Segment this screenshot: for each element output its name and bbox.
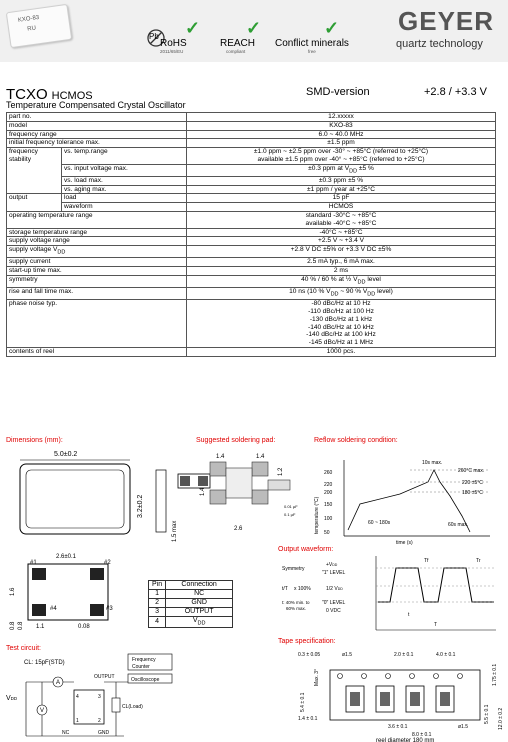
brand-logo: GEYER (398, 6, 495, 36)
table-row: rise and fall time max. 10 ns (10 % $V_{DD}$ ~ 90 % $V_{DD}$ level) (7, 288, 496, 300)
dim-0-08: 0.08 (78, 624, 90, 630)
svg-text:ø1.5: ø1.5 (342, 652, 353, 658)
circuit-output: OUTPUT (94, 674, 115, 680)
dim-0-8b: 0.8 (18, 621, 24, 630)
pad-dim-e: 2.6 (234, 526, 243, 532)
table-row: supply voltage range +2.5 V ~ +3.4 V (7, 237, 496, 246)
svg-text:5.5 ± 0.1: 5.5 ± 0.1 (484, 704, 490, 724)
svg-text:A: A (56, 680, 61, 686)
phase-noise-list: -80 dBc/Hz at 10 Hz -110 dBc/Hz at 100 Hz -130 dBc/Hz at 1 kHz -140 dBc/Hz at 10 kHz -140 dBc/Hz at 100 kHz -145 dBc/Hz at 1 MHz (187, 300, 496, 348)
circuit-cl: CL: 15pF(STD) (24, 660, 65, 666)
conflict-label: Conflict minerals (275, 38, 349, 49)
wave-zero-level: "0" LEVEL (322, 600, 346, 606)
table-row: output load 15 pF (7, 194, 496, 203)
pb-label: Pb (149, 32, 159, 41)
wave-pct-1: t: 40% min. to (282, 600, 310, 605)
pad-dim-b: 1.4 (256, 454, 265, 460)
table-row: model KXO-83 (7, 121, 496, 130)
table-row: symmetry 40 % / 60 % at ½ $V_{DD}$ level (7, 275, 496, 287)
wave-one-level: "1" LEVEL (322, 570, 346, 576)
table-row: 2 GND (149, 599, 233, 608)
table-row: Pin Connection (149, 581, 233, 590)
product-subtitle: Temperature Compensated Crystal Oscillator (6, 100, 186, 110)
svg-text:4: 4 (76, 694, 79, 700)
product-title: TCXO HCMOS (6, 86, 93, 103)
tape-drawing (278, 646, 504, 742)
reach-label: REACH (220, 38, 256, 49)
table-row: part no. 12.xxxxx (7, 113, 496, 122)
dim-pitch: 2.6±0.1 (56, 554, 76, 560)
pad-3-label: #3 (106, 606, 113, 612)
svg-text:12.0 ± 0.2: 12.0 ± 0.2 (498, 707, 504, 730)
wave-tr: Tr (476, 558, 481, 564)
pad-cap-2: 0.1 µF (284, 512, 296, 517)
reflow-ylabel: temperature (°C) (314, 496, 320, 534)
table-row: 4 $V_{DD}$ (149, 617, 233, 628)
conflict-check-icon: ✓ (324, 18, 340, 38)
conflict-sub: free (308, 49, 316, 54)
wave-t: t (408, 612, 410, 618)
svg-text:200: 200 (324, 490, 333, 496)
svg-text:5.4 ± 0.1: 5.4 ± 0.1 (300, 692, 306, 712)
table-row: initial frequency tolerance max. ±1.5 ppm (7, 139, 496, 148)
chip-marking-1: KXO-83 (17, 14, 40, 24)
reflow-xlabel: time (s) (396, 540, 413, 546)
dim-1-1: 1.1 (36, 624, 45, 630)
dimensions-heading: Dimensions (mm): (6, 437, 63, 444)
dim-height: 3.2±0.2 (137, 494, 144, 518)
svg-text:3: 3 (98, 694, 101, 700)
table-row: frequency range 6.0 ~ 40.0 MHz (7, 130, 496, 139)
reach-check-icon: ✓ (246, 18, 262, 38)
reel-diameter: reel diameter 180 mm (376, 738, 435, 742)
rohs-check-icon: ✓ (185, 18, 201, 38)
svg-text:1.75 ± 0.1: 1.75 ± 0.1 (492, 663, 498, 686)
svg-text:2.0 ± 0.1: 2.0 ± 0.1 (394, 652, 414, 658)
wave-tf: Tf (424, 558, 429, 564)
product-photo (6, 4, 72, 48)
table-row: vs. aging max. ±1 ppm / year at +25°C (7, 185, 496, 194)
table-row: frequency stability vs. temp.range ±1.0 ppm ~ ±2.5 ppm over -30° ~ +85°C (referred to +25°C) available ±1.5 ppm over -40° ~ +85°C (referred to +25°C) (7, 148, 496, 165)
svg-text:50: 50 (324, 530, 330, 536)
output-waveform-heading: Output waveform: (278, 546, 334, 553)
reflow-180: 180 ±5°C (462, 490, 483, 496)
version-label: SMD-version (306, 86, 370, 98)
svg-text:220: 220 (324, 482, 333, 488)
wave-signal-line (378, 568, 494, 602)
pin-table (148, 580, 233, 628)
svg-text:Max. 3°: Max. 3° (314, 668, 320, 686)
soldering-pad-drawing (196, 446, 306, 536)
dim-1-6: 1.6 (10, 587, 16, 596)
brand-subtitle: quartz technology (396, 38, 483, 50)
reflow-10s: 10s max. (422, 460, 443, 466)
wave-0vdc: 0 VDC (326, 608, 341, 614)
table-row: 3 OUTPUT (149, 608, 233, 617)
soldering-heading: Suggested soldering pad: (196, 437, 276, 444)
dim-thickness: 1.5 max (172, 520, 178, 542)
svg-text:VDD: VDD (6, 695, 18, 702)
svg-text:260: 260 (324, 470, 333, 476)
table-row: supply current 2.5 mA typ., 6 mA max. (7, 258, 496, 267)
svg-text:0.3 ± 0.05: 0.3 ± 0.05 (298, 652, 321, 658)
header-bar (0, 0, 508, 62)
pad-dim-d: 1.4 (200, 487, 206, 496)
product-type: HCMOS (51, 90, 93, 102)
pad-2-label: #2 (104, 560, 111, 566)
svg-text:Counter: Counter (132, 664, 150, 670)
reach-sub: compliant (226, 49, 246, 54)
chip-marking-2: RU (26, 25, 37, 33)
svg-text:4.0 ± 0.1: 4.0 ± 0.1 (436, 652, 456, 658)
dimensions-drawing (6, 446, 176, 546)
table-row: vs. input voltage max. ±0.3 ppm at $V_{DD} \pm 5$ % (7, 164, 496, 176)
svg-text:1.4 ± 0.1: 1.4 ± 0.1 (298, 716, 318, 722)
pad-4-label: #4 (50, 606, 57, 612)
reflow-span-1: 60 ~ 180s (368, 520, 391, 526)
test-circuit-heading: Test circuit: (6, 645, 42, 652)
svg-text:8.0 ± 0.1: 8.0 ± 0.1 (412, 732, 432, 738)
table-row: phase noise typ. -80 dBc/Hz at 10 Hz -110 dBc/Hz at 100 Hz -130 dBc/Hz at 1 kHz -140 dBc/Hz at 10 kHz -140 dBc/Hz at 100 kHz -145 dBc/Hz at 1 MHz (7, 300, 496, 348)
reflow-chart (310, 446, 506, 546)
reflow-heading: Reflow soldering condition: (314, 437, 398, 444)
pad-dim-a: 1.4 (216, 454, 225, 460)
output-waveform-drawing (278, 554, 502, 636)
test-circuit-drawing (6, 652, 196, 740)
svg-text:3.6 ± 0.1: 3.6 ± 0.1 (388, 724, 408, 730)
svg-text:1/2 VDD: 1/2 VDD (326, 586, 343, 592)
tape-heading: Tape specification: (278, 638, 336, 645)
reflow-260: 260°C max. (458, 468, 485, 474)
svg-text:2: 2 (98, 718, 101, 724)
spec-table (6, 112, 496, 357)
table-row: contents of reel 1000 pcs. (7, 347, 496, 356)
svg-text:150: 150 (324, 502, 333, 508)
svg-text:Oscilloscope: Oscilloscope (131, 677, 160, 683)
svg-text:ø1.5: ø1.5 (458, 724, 469, 730)
svg-text:CL(Load): CL(Load) (122, 704, 143, 710)
table-row: start-up time max. 2 ms (7, 267, 496, 276)
reflow-span-2: 60s max. (448, 522, 469, 528)
wave-pct-2: 60% max. (286, 606, 307, 611)
dim-width: 5.0±0.2 (54, 451, 78, 458)
svg-text:Frequency: Frequency (132, 657, 156, 663)
voltage-label: +2.8 / +3.3 V (424, 86, 487, 98)
pad-cap-1: 0.01 µF (284, 504, 298, 509)
svg-text:V: V (40, 708, 45, 714)
svg-text:+VDD: +VDD (326, 562, 338, 568)
svg-text:100: 100 (324, 516, 333, 522)
table-row: storage temperature range -40°C ~ +85°C (7, 228, 496, 237)
wave-symmetry: Symmetry (282, 566, 305, 572)
svg-text:1: 1 (76, 718, 79, 724)
table-row: waveform HCMOS (7, 203, 496, 212)
table-row: supply voltage $V_{DD}$ +2.8 V DC ±5% or +3.3 V DC ±5% (7, 246, 496, 258)
rohs-sub: 2011/65/EU (160, 49, 184, 54)
table-row: 1 NC (149, 590, 233, 599)
table-row: operating temperature range standard -30°C ~ +85°C available -40°C ~ +85°C (7, 212, 496, 229)
wave-frac: t/T (282, 586, 288, 592)
wave-x100: x 100% (294, 586, 311, 592)
rohs-label: RoHS (160, 38, 187, 49)
wave-T: T (434, 622, 438, 628)
dim-0-8a: 0.8 (10, 621, 16, 630)
table-row: vs. load max. ±0.3 ppm ±5 % (7, 176, 496, 185)
pad-1-label: #1 (30, 560, 37, 566)
pad-layout-drawing (6, 548, 136, 638)
load-cap (112, 698, 120, 712)
svg-text:GND: GND (98, 730, 110, 736)
pad-dim-c: 1.2 (278, 467, 284, 476)
svg-text:NC: NC (62, 730, 70, 736)
reflow-220: 220 ±5°C (462, 480, 483, 486)
